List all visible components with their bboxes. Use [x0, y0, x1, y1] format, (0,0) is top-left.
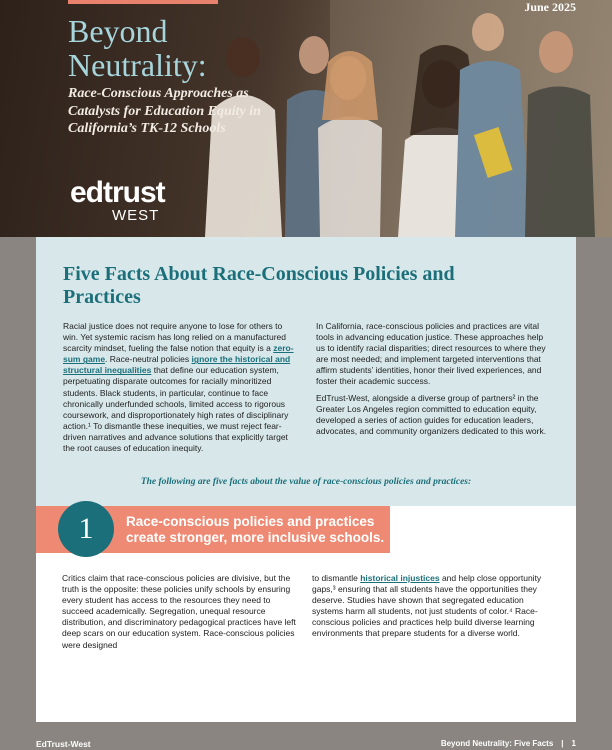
fact-right-column [312, 573, 548, 640]
historical-inequalities-link[interactable]: ignore the historical and structural inequalities [63, 354, 291, 376]
text-run: to dismantle [312, 573, 361, 583]
text-run: Racial justice does not require anyone to lose for others to win. Yet systemic racism has long relied on a manufactured scarcity mindset, fueling the false notion that equity is a [63, 321, 287, 354]
fact-paragraph [312, 573, 548, 640]
logo-main-text: edtrust [70, 176, 165, 209]
publication-date: June 2025 [524, 0, 576, 14]
page-number: 1 [571, 739, 576, 748]
zero-sum-game-link[interactable]: zero-sum game [63, 343, 294, 365]
facts-lead-in: The following are five facts about the value of race-conscious policies and practices: [140, 477, 472, 487]
footer-page-info [441, 739, 576, 748]
report-title [68, 14, 207, 82]
accent-bar [68, 0, 218, 4]
intro-paragraph [63, 321, 298, 454]
intro-right-column [316, 321, 551, 437]
logo-sub-text: WEST [112, 207, 160, 224]
edtrust-west-logo [70, 178, 165, 224]
text-run: . Race-neutral policies [105, 354, 192, 365]
intro-left-column [63, 321, 298, 454]
intro-paragraph: EdTrust-West, alongside a diverse group of partners² in the Greater Los Angeles region committed to education equity, developed a series of action guides for education leaders, advocates, and community organizers dedicated to this work. [316, 392, 547, 436]
text-run: that define our education system, perpetuating disparate outcomes for racially minoritized students. Black students, in particular, continue to face chronically underfunded schools, limited access to rigorous coursework, and disproportionately high rates of disciplinary action.¹ To dismantle these inequities, we must reject fear-driven narratives and advance solutions that explicitly target the root causes of education inequity. [63, 365, 289, 454]
hero-banner [0, 0, 612, 237]
historical-injustices-link[interactable]: historical injustices [360, 573, 440, 583]
fact-1-card [36, 506, 576, 722]
facts-intro-card [36, 237, 576, 506]
section-title: Five Facts About Race-Conscious Policies and Practices [63, 263, 455, 308]
footer-org-name: EdTrust-West [36, 739, 91, 749]
footer-title: Beyond Neutrality: Five Facts [440, 739, 554, 748]
fact-left-column [62, 573, 298, 651]
fact-paragraph: Critics claim that race-conscious policies are divisive, but the truth is the opposite: these policies unify schools by ensuring every student has access to the resources they need to succeed academically. Segregation, unequal resource distribution, and discriminatory pedagogical practices have left deep scars on our education system. Race-conscious policies were designed [62, 573, 296, 650]
report-subtitle: Race-Conscious Approaches as Catalysts for Education Equity in California’s TK-12 Schools [68, 86, 261, 136]
intro-paragraph: In California, race-conscious policies and practices are vital tools in advancing education justice. These approaches help us to identify racial disparities; direct resources to where they are most needed; and implement targeted interventions that affirm students’ identities, honor their lived experiences, and foster their academic success. [316, 321, 546, 387]
fact-title: Race-conscious policies and practices create stronger, more inclusive schools. [126, 514, 385, 545]
fact-banner [36, 506, 390, 553]
fact-number-badge: 1 [58, 501, 114, 557]
footer-separator: | [561, 739, 564, 748]
title-line: Neutrality: [68, 47, 207, 83]
text-run: and help close opportunity gaps,³ ensuring that all students have the opportunities they deserve. Studies have shown that segregated education systems harm all students, not just students of color.⁴ Race-conscious policies and practices help build diverse learning environments that prepare students for a diverse world. [312, 573, 542, 639]
title-line: Beyond [68, 13, 168, 49]
